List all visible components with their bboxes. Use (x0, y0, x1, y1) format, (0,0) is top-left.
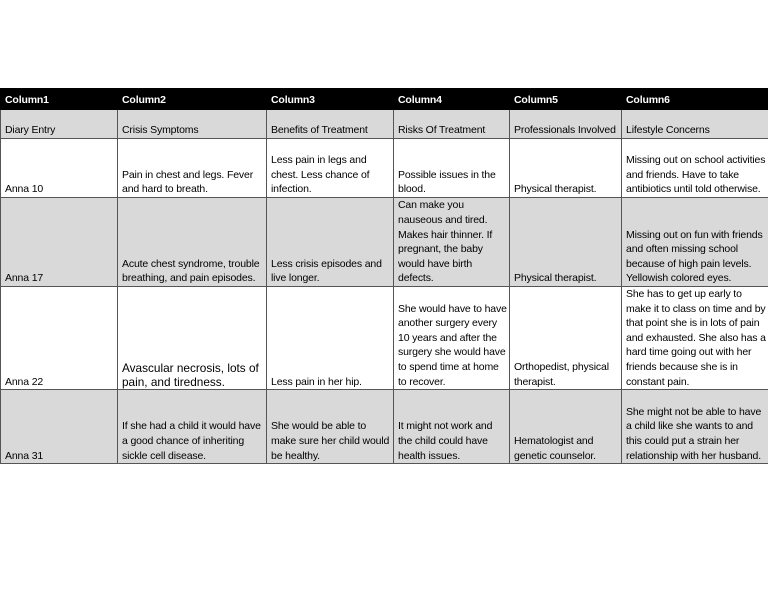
table-cell[interactable]: Orthopedist, physical therapist. (510, 287, 622, 390)
subheader-cell-diary-entry[interactable]: Diary Entry (1, 110, 118, 139)
table-cell[interactable]: Anna 22 (1, 287, 118, 390)
header-cell-column4[interactable]: Column4 (394, 89, 510, 110)
table-cell[interactable]: If she had a child it would have a good chance of inheriting sickle cell disease. (118, 390, 267, 464)
table-cell[interactable]: Missing out on fun with friends and often missing school because of high pain levels. Yellowish colored eyes. (622, 198, 768, 287)
table-row (1, 139, 768, 198)
table-subheader-row (1, 110, 768, 139)
table-cell[interactable]: Can make you nauseous and tired. Makes hair thinner. If pregnant, the baby would have birth defects. (394, 198, 510, 287)
header-cell-column2[interactable]: Column2 (118, 89, 267, 110)
table-header-row (1, 89, 768, 110)
table-cell[interactable]: Pain in chest and legs. Fever and hard to breath. (118, 139, 267, 198)
table-row (1, 287, 768, 390)
table-cell[interactable]: Hematologist and genetic counselor. (510, 390, 622, 464)
subheader-cell-professionals[interactable]: Professionals Involved (510, 110, 622, 139)
table-cell[interactable]: Physical therapist. (510, 198, 622, 287)
data-table (0, 88, 768, 464)
table-cell[interactable]: Anna 31 (1, 390, 118, 464)
table-cell[interactable]: She would be able to make sure her child would be healthy. (267, 390, 394, 464)
table-cell[interactable]: Anna 17 (1, 198, 118, 287)
table-cell[interactable]: It might not work and the child could have health issues. (394, 390, 510, 464)
table-cell[interactable]: Physical therapist. (510, 139, 622, 198)
table-cell[interactable]: Avascular necrosis, lots of pain, and tiredness. (118, 287, 267, 390)
header-cell-column6[interactable]: Column6 (622, 89, 768, 110)
table-cell[interactable]: Anna 10 (1, 139, 118, 198)
table-cell[interactable]: Less crisis episodes and live longer. (267, 198, 394, 287)
table-cell[interactable]: Missing out on school activities and friends. Have to take antibiotics until told otherwise. (622, 139, 768, 198)
table-cell[interactable]: Less pain in legs and chest. Less chance of infection. (267, 139, 394, 198)
table-row (1, 390, 768, 464)
header-cell-column1[interactable]: Column1 (1, 89, 118, 110)
header-cell-column5[interactable]: Column5 (510, 89, 622, 110)
subheader-cell-lifestyle[interactable]: Lifestyle Concerns (622, 110, 768, 139)
table-cell[interactable]: Less pain in her hip. (267, 287, 394, 390)
table-cell[interactable]: She might not be able to have a child like she wants to and this could put a strain her relationship with her husband. (622, 390, 768, 464)
subheader-cell-crisis-symptoms[interactable]: Crisis Symptoms (118, 110, 267, 139)
subheader-cell-benefits[interactable]: Benefits of Treatment (267, 110, 394, 139)
table-cell[interactable]: Acute chest syndrome, trouble breathing, and pain episodes. (118, 198, 267, 287)
subheader-cell-risks[interactable]: Risks Of Treatment (394, 110, 510, 139)
table-row (1, 198, 768, 287)
header-cell-column3[interactable]: Column3 (267, 89, 394, 110)
table-cell[interactable]: She would have to have another surgery every 10 years and after the surgery she would have to spend time at home to recover. (394, 287, 510, 390)
table-cell[interactable]: Possible issues in the blood. (394, 139, 510, 198)
table-cell[interactable]: She has to get up early to make it to class on time and by that point she is in lots of pain and exhausted. She also has a hard time going out with her friends because she is in constant pain. (622, 287, 768, 390)
